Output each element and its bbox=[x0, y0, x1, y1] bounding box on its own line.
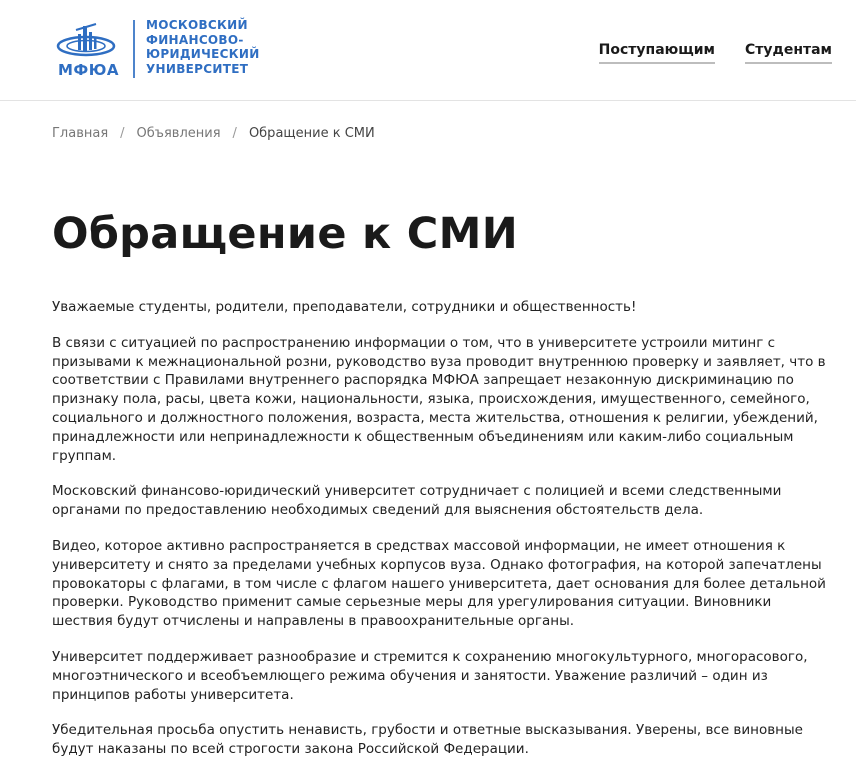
article-body bbox=[52, 298, 827, 776]
breadcrumb-separator: / bbox=[120, 126, 125, 141]
breadcrumb-current: Обращение к СМИ bbox=[248, 126, 375, 141]
article-paragraph: Убедительная просьба опустить ненависть, грубости и ответные высказывания. Уверены, все виновные будут наказаны по всей строгости закона Российской Федерации. bbox=[52, 722, 803, 758]
breadcrumb-home-link[interactable]: Главная bbox=[52, 126, 109, 141]
breadcrumb-separator: / bbox=[232, 126, 237, 141]
breadcrumb bbox=[52, 126, 375, 141]
logo-line: МОСКОВСКИЙ bbox=[146, 18, 248, 32]
article-paragraph: Университет поддерживает разнообразие и стремится к сохранению многокультурного, многорасового, многоэтнического и всеобъемлющего режима обучения и занятости. Уважение различий – один из принципов работы университета. bbox=[52, 648, 808, 703]
logo-abbreviation: МФЮА bbox=[58, 61, 120, 79]
nav-students-link[interactable]: Студентам bbox=[745, 42, 832, 64]
nav-applicants-link[interactable]: Поступающим bbox=[599, 42, 715, 64]
university-logo[interactable] bbox=[56, 18, 276, 82]
article-paragraph: Уважаемые студенты, родители, преподаватели, сотрудники и общественность! bbox=[52, 299, 637, 315]
article-paragraph: В связи с ситуацией по распространению информации о том, что в университете устроили митинг с призывами к межнациональной розни, руководство вуза проводит внутреннюю проверку и заявляет, что в соответствии с Правилами внутреннего распорядка МФЮА запрещает незаконную дискриминацию по признаку пола, расы, цвета кожи, национальности, языка, происхождения, имущественного, семейного, социального и должностного положения, возраста, места жительства, отношения к религии, убеждений, принадлежности или непринадлежности к общественным объединениям или каким-либо социальным группам. bbox=[52, 334, 826, 464]
page-title: Обращение к СМИ bbox=[52, 209, 519, 259]
logo-line: ЮРИДИЧЕСКИЙ bbox=[146, 47, 260, 61]
site-header bbox=[0, 0, 856, 101]
article-paragraph: Московский финансово-юридический университет сотрудничает с полицией и всеми следственными органами по предоставлению необходимых сведений для выяснения обстоятельств дела. bbox=[52, 483, 782, 519]
breadcrumb-announcements-link[interactable]: Объявления bbox=[136, 126, 221, 141]
logo-divider bbox=[133, 20, 135, 78]
logo-line: УНИВЕРСИТЕТ bbox=[146, 61, 249, 76]
main-nav bbox=[599, 42, 832, 64]
article-paragraph: Видео, которое активно распространяется в средствах массовой информации, не имеет отношения к университету и снято за пределами учебных корпусов вуза. Однако фотография, на которой запечатлены провокаторы с флагами, в том числе с флагом нашего университета, дает основания для более детальной проверки. Руководство применит самые серьезные меры для урегулирования ситуации. Виновники шествия будут отчислены и направлены в правоохранительные органы. bbox=[52, 537, 826, 630]
logo-university-name bbox=[146, 18, 260, 76]
logo-line: ФИНАНСОВО- bbox=[146, 32, 244, 47]
logo-emblem-icon bbox=[56, 22, 120, 62]
